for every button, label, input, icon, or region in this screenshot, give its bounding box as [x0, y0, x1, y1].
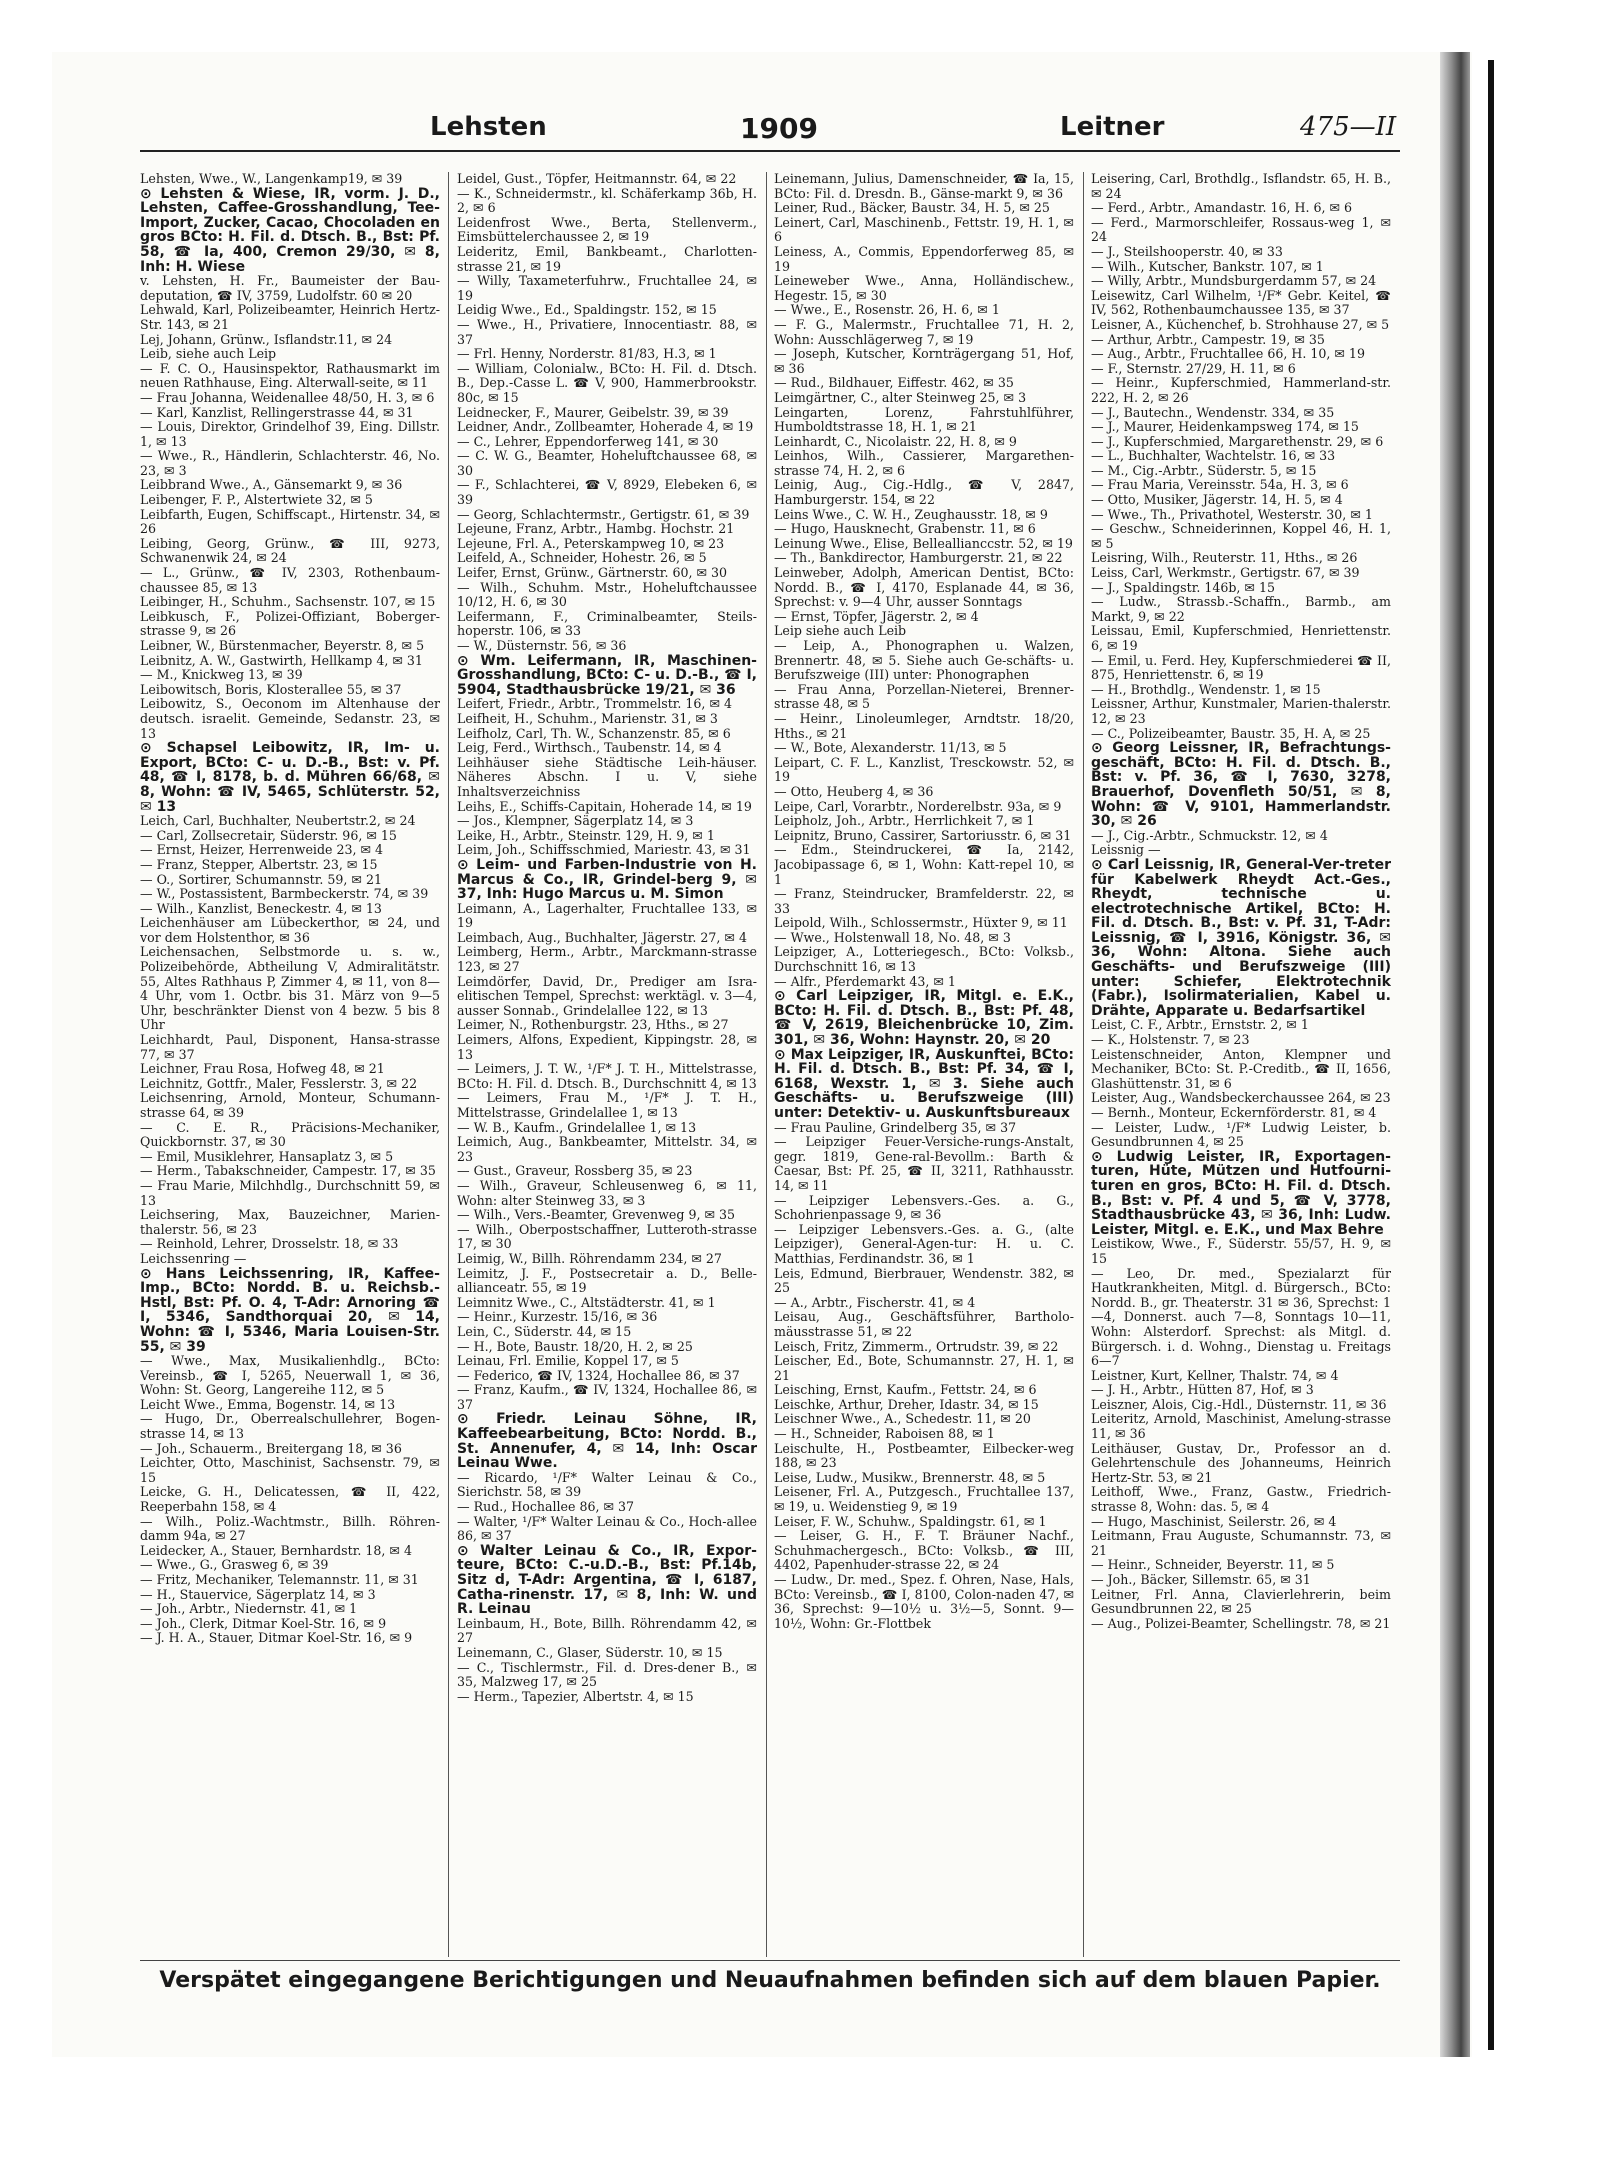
directory-entry: — F. C. O., Hausinspektor, Rathausmarkt im neuen Rathhause, Eing. Alterwall-seite, ✉ 11 [140, 360, 440, 391]
directory-entry: — K., Holstenstr. 7, ✉ 23 [1091, 1032, 1250, 1048]
footer-notice: Verspätet eingegangene Berichtigungen und Neuaufnahmen befinden sich auf dem blauen Papier. [159, 1968, 1381, 1993]
directory-entry: — Wilh., Schuhm. Mstr., Hoheluftchaussee 10/12, H. 6, ✉ 30 [457, 579, 757, 610]
directory-entry: Leimig, W., Billh. Röhrendamm 234, ✉ 27 [457, 1250, 722, 1266]
directory-entry: — Wilh., Poliz.-Wachtmstr., Billh. Röhren-damm 94a, ✉ 27 [140, 1513, 440, 1544]
directory-entry: — Frau Marie, Milchhdlg., Durchschnitt 59, ✉ 13 [140, 1177, 440, 1208]
page-header [140, 112, 1400, 152]
directory-entry: — A., Arbtr., Fischerstr. 41, ✉ 4 [774, 1294, 976, 1310]
directory-entry: — Heinr., Kurzestr. 15/16, ✉ 36 [457, 1309, 658, 1325]
directory-entry: — Joh., Clerk, Ditmar Koel-Str. 16, ✉ 9 [140, 1615, 387, 1631]
directory-entry: Leimberg, Herm., Arbtr., Marckmann-strasse 123, ✉ 27 [457, 944, 757, 975]
directory-entry: — Herm., Tapezier, Albertstr. 4, ✉ 15 [457, 1688, 694, 1704]
directory-entry: Leis, Edmund, Bierbrauer, Wendenstr. 382, ✉ 25 [774, 1265, 1074, 1296]
directory-entry: — H., Brothdlg., Wendenstr. 1, ✉ 15 [1091, 681, 1321, 697]
directory-entry: Lej, Johann, Grünw., Isflandstr.11, ✉ 24 [140, 331, 393, 347]
directory-entry: — Walter, ¹/F* Walter Leinau & Co., Hoch-allee 86, ✉ 37 [457, 1513, 757, 1544]
directory-entry: — Wwe., H., Privatiere, Innocentiastr. 88, ✉ 37 [457, 316, 757, 347]
directory-entry: — Emil, u. Ferd. Hey, Kupferschmiederei ☎ II, 875, Henriettenstr. 6, ✉ 19 [1091, 652, 1391, 683]
directory-entry: Leipart, C. F. L., Kanzlist, Tresckowstr. 52, ✉ 19 [774, 754, 1074, 785]
directory-entry: — Herm., Tabakschneider, Campestr. 17, ✉ 35 [140, 1163, 436, 1179]
directory-entry: — Wwe., E., Rosenstr. 26, H. 6, ✉ 1 [774, 302, 1000, 318]
directory-entry: Leinung Wwe., Elise, Belleallianccstr. 52, ✉ 19 [774, 535, 1073, 551]
directory-entry: Leichssenring — [140, 1250, 247, 1266]
directory-entry: Leinhos, Wilh., Cassierer, Margarethen-strasse 74, H. 2, ✉ 6 [774, 448, 1074, 478]
directory-entry: — W., Düsternstr. 56, ✉ 36 [457, 638, 627, 653]
directory-entry: Leiteritz, Arnold, Maschinist, Amelung-strasse 11, ✉ 36 [1091, 1411, 1391, 1442]
directory-entry: — Aug., Polizei-Beamter, Schellingstr. 78, ✉ 21 [1091, 1615, 1391, 1631]
directory-entry: Leihhäuser siehe Städtische Leih-häuser. Näheres Abschn. I u. V, siehe Inhaltsverzeichniss [457, 754, 757, 799]
directory-entry: ⊙ Wm. Leifermann, IR, Maschinen-Grosshandlung, BCto: C- u. D.-B., ☎ I, 5904, Stadthausbrücke 19/21, ✉ 36 [457, 652, 757, 698]
directory-entry: — Alfr., Pferdemarkt 43, ✉ 1 [774, 973, 956, 989]
directory-entry: Lejeune, Frl. A., Peterskampweg 10, ✉ 23 [457, 535, 725, 551]
directory-entry: — Ernst, Töpfer, Jägerstr. 2, ✉ 4 [774, 608, 979, 624]
directory-entry: — W. B., Kaufm., Grindelallee 1, ✉ 13 [457, 1119, 697, 1135]
directory-entry: Leinert, Carl, Maschinenb., Fettstr. 19, H. 1, ✉ 6 [774, 214, 1074, 245]
directory-entry: — Hugo, Maschinist, Seilerstr. 26, ✉ 4 [1091, 1513, 1337, 1529]
directory-entry: Leingarten, Lorenz, Fahrstuhlführer, Humboldtstrasse 18, H. 1, ✉ 21 [774, 404, 1074, 435]
column-2 [457, 172, 757, 1957]
directory-entry: Leimgärtner, C., alter Steinweg 25, ✉ 3 [774, 389, 1027, 405]
directory-entry: — Jos., Klempner, Sägerplatz 14, ✉ 3 [457, 813, 694, 829]
directory-entry: Leiss, Carl, Werkmstr., Gertigstr. 67, ✉ 39 [1091, 565, 1360, 581]
directory-entry: Leiser, F. W., Schuhw., Spaldingstr. 61, ✉ 1 [774, 1513, 1047, 1529]
directory-entry: Leipnitz, Bruno, Cassirer, Sartoriusstr. 6, ✉ 31 [774, 827, 1072, 843]
directory-entry: Leins Wwe., C. W. H., Zeughausstr. 18, ✉ 9 [774, 506, 1048, 522]
directory-entry: Leichensachen, Selbstmorde u. s. w., Polizeibehörde, Abtheilung V, Admiralitätstr. 55, Altes Rathhaus P, Zimmer 4, ✉ 11, von 8—4 Uhr, vom 1. Octbr. bis 31. März von 9—5 Uhr, beschränkter Dienst von 4 bezw. 5 bis 8 Uhr [140, 944, 440, 1033]
directory-entry: Leichenhäuser am Lübeckerthor, ✉ 24, und vor dem Holstenthor, ✉ 36 [140, 915, 440, 945]
directory-entry: — Heinr., Kupferschmied, Hammerland-str. 222, H. 2, ✉ 26 [1091, 375, 1391, 405]
directory-entry: — Federico, ☎ IV, 1324, Hochallee 86, ✉ 37 [457, 1367, 740, 1383]
directory-entry: ⊙ Lehsten & Wiese, IR, vorm. J. D., Lehsten, Caffee-Grosshandlung, Tee-Import, Zucker, Cacao, Chocoladen en gros BCto: H. Fil. d. Dtsch. B., Bst: Pf. 58, ☎ Ia, 400, Cremon 29/30, ✉ 8, Inh: H. Wiese [140, 185, 440, 275]
directory-entry: — M., Cig.-Arbtr., Süderstr. 5, ✉ 15 [1091, 462, 1317, 478]
directory-entry: Leifeld, A., Schneider, Hohestr. 26, ✉ 5 [457, 550, 707, 566]
directory-entry: Leifheit, H., Schuhm., Marienstr. 31, ✉ 3 [457, 710, 718, 726]
directory-entry: — Frau Maria, Vereinsstr. 54a, H. 3, ✉ 6 [1091, 477, 1349, 493]
directory-entry: — Wilh., Kanzlist, Beneckestr. 4, ✉ 13 [140, 900, 382, 916]
directory-entry: Lejeune, Franz, Arbtr., Hambg. Hochstr. 21 [457, 521, 735, 537]
directory-entry: — J., Spaldingstr. 146b, ✉ 15 [1091, 579, 1276, 595]
directory-entry: Leineweber Wwe., Anna, Holländischew., Hegestr. 15, ✉ 30 [774, 273, 1074, 303]
directory-entry: — J., Steilshooperstr. 40, ✉ 33 [1091, 243, 1283, 259]
directory-entry: Leich, Carl, Buchhalter, Neubertstr.2, ✉ 24 [140, 813, 416, 829]
directory-entry: — Reinhold, Lehrer, Drosselstr. 18, ✉ 33 [140, 1236, 399, 1252]
directory-entry: Leimitz, J. F., Postsecretair a. D., Belle-allianceatr. 55, ✉ 19 [457, 1265, 757, 1296]
directory-entry: Leidig Wwe., Ed., Spaldingstr. 152, ✉ 15 [457, 302, 717, 318]
directory-entry: Leidner, Andr., Zollbeamter, Hoherade 4, ✉ 19 [457, 419, 754, 435]
directory-entry: — H., Schneider, Raboisen 88, ✉ 1 [774, 1426, 995, 1442]
directory-entry: Leifholz, Carl, Th. W., Schanzenstr. 85, ✉ 6 [457, 725, 731, 741]
directory-entry: — Hugo, Hausknecht, Grabenstr. 11, ✉ 6 [774, 521, 1036, 537]
directory-entry: — Wwe., Max, Musikalienhdlg., BCto: Vereinsb., ☎ I, 5265, Neuerwall 1, ✉ 36, Wohn: St. Georg, Langereihe 112, ✉ 5 [140, 1353, 440, 1398]
directory-entry: Leifert, Friedr., Arbtr., Trommelstr. 16, ✉ 4 [457, 696, 733, 712]
directory-entry: Leimbach, Aug., Buchhalter, Jägerstr. 27, ✉ 4 [457, 929, 747, 945]
directory-entry: — Joh., Arbtr., Niedernstr. 41, ✉ 1 [140, 1601, 358, 1617]
directory-entry: Leinig, Aug., Cig.-Hdlg., ☎ V, 2847, Hamburgerstr. 154, ✉ 22 [774, 477, 1074, 508]
directory-entry: — Leiser, G. H., F. T. Bräuner Nachf., Schuhmachergesch., BCto: Volksb., ☎ III, 4402, Papenhuder-strasse 22, ✉ 24 [774, 1528, 1074, 1573]
directory-entry: Leidenfrost Wwe., Berta, Stellenverm., Eimsbüttelerchaussee 2, ✉ 19 [457, 214, 757, 245]
directory-entry: — C., Tischlermstr., Fil. d. Dres-dener B., ✉ 35, Malzweg 17, ✉ 25 [457, 1659, 757, 1690]
directory-entry: Leischer, Ed., Bote, Schumannstr. 27, H. 1, ✉ 21 [774, 1353, 1074, 1383]
directory-entry: — Th., Bankdirector, Hamburgerstr. 21, ✉ 22 [774, 550, 1063, 566]
footer-rule [140, 1960, 1400, 1961]
directory-entry: Leinhardt, C., Nicolaistr. 22, H. 8, ✉ 9 [774, 433, 1017, 449]
directory-entry: Leisner, A., Küchenchef, b. Strohhause 27, ✉ 5 [1091, 316, 1390, 332]
directory-entry: — Wilh., Graveur, Schleusenweg 6, ✉ 11, Wohn: alter Steinweg 33, ✉ 3 [457, 1177, 757, 1208]
directory-entry: — Frau Johanna, Weidenallee 48/50, H. 3, ✉ 6 [140, 389, 435, 405]
directory-entry: — Joh., Bäcker, Sillemstr. 65, ✉ 31 [1091, 1572, 1311, 1587]
header-year: 1909 [740, 112, 818, 145]
directory-entry: — Rud., Hochallee 86, ✉ 37 [457, 1499, 635, 1515]
directory-entry: — Joseph, Kutscher, Kornträgergang 51, Hof, ✉ 36 [774, 346, 1074, 376]
directory-entry: — L., Buchhalter, Wachtelstr. 16, ✉ 33 [1091, 448, 1336, 464]
directory-entry: — Wwe., G., Grasweg 6, ✉ 39 [140, 1557, 329, 1573]
header-first-entry: Lehsten [430, 112, 547, 142]
directory-entry: Leisener, Frl. A., Putzgesch., Fruchtallee 137, ✉ 19, u. Weidenstieg 9, ✉ 19 [774, 1484, 1074, 1515]
header-last-entry: Leitner [1060, 112, 1165, 142]
directory-entry: ⊙ Ludwig Leister, IR, Exportagen-turen, Hüte, Mützen und Hutfourni-turen en gros, BCto: H. Fil. d. Dtsch. B., Bst: v. Pf. 4 und 5, ☎ V, 3778, Stadthausbrücke 43, ✉ 36, Inh: Ludw. Leister, Mitgl. e. E.K., und Max Behre [1091, 1148, 1391, 1238]
directory-entry: — Ricardo, ¹/F* Walter Leinau & Co., Sierichstr. 58, ✉ 39 [457, 1469, 757, 1500]
directory-entry: Leichnitz, Gottfr., Maler, Fesslerstr. 3, ✉ 22 [140, 1075, 418, 1091]
directory-entry: — C. E. R., Präcisions-Mechaniker, Quickbornstr. 37, ✉ 30 [140, 1119, 440, 1150]
directory-entry: Leibner, W., Bürstenmacher, Beyerstr. 8, ✉ 5 [140, 638, 425, 653]
directory-entry: Leidnecker, F., Maurer, Geibelstr. 39, ✉ 39 [457, 404, 729, 420]
directory-entry: — Geschw., Schneiderinnen, Koppel 46, H. 1, ✉ 5 [1091, 521, 1391, 551]
directory-entry: Leister, Aug., Wandsbeckerchaussee 264, ✉ 23 [1091, 1090, 1391, 1106]
directory-entry: — Leimers, J. T. W., ¹/F* J. T. H., Mittelstrasse, BCto: H. Fil. d. Dtsch. B., Durchschnitt 4, ✉ 13 [457, 1061, 757, 1091]
directory-entry: Leiner, Rud., Bäcker, Baustr. 34, H. 5, ✉ 25 [774, 200, 1050, 216]
column-1 [140, 172, 440, 1957]
directory-entry: — Ludw., Strassb.-Schaffn., Barmb., am Markt, 9, ✉ 22 [1091, 594, 1391, 624]
directory-entry: Leipe, Carl, Vorarbtr., Norderelbstr. 93a, ✉ 9 [774, 798, 1062, 814]
directory-entry: Leistner, Kurt, Kellner, Thalstr. 74, ✉ 4 [1091, 1367, 1339, 1383]
directory-entry: Leisching, Ernst, Kaufm., Fettstr. 24, ✉ 6 [774, 1382, 1037, 1398]
directory-entry: Leimich, Aug., Bankbeamter, Mittelstr. 34, ✉ 23 [457, 1134, 757, 1164]
directory-entry: Leitner, Frl. Anna, Clavierlehrerin, beim Gesundbrunnen 22, ✉ 25 [1091, 1586, 1391, 1617]
directory-entry: Lehsten, Wwe., W., Langenkamp19, ✉ 39 [140, 172, 403, 186]
directory-entry: Leinweber, Adolph, American Dentist, BCto: Nordd. B., ☎ I, 4170, Esplanade 44, ✉ 36, Sprechst: v. 9—4 Uhr, ausser Sonntags [774, 565, 1074, 610]
binding-edge [1440, 52, 1470, 2057]
directory-entry: — Ferd., Arbtr., Amandastr. 16, H. 6, ✉ 6 [1091, 200, 1353, 216]
directory-entry: — Willy, Arbtr., Mundsburgerdamm 57, ✉ 24 [1091, 273, 1377, 289]
directory-entry: Leihs, E., Schiffs-Capitain, Hoherade 14, ✉ 19 [457, 798, 752, 814]
directory-entry: ⊙ Max Leipziger, IR, Auskunftei, BCto: H. Fil. d. Dtsch. B., Bst: Pf. 34, ☎ I, 6168, Wexstr. 1, ✉ 3. Siehe auch Geschäfts- u. Berufszweige (III) unter: Detektiv- u. Auskunftsbureaux [774, 1046, 1074, 1121]
column-3 [774, 172, 1074, 1957]
directory-entry: — Leipziger Lebensvers.-Ges. a. G., Schohrienpassage 9, ✉ 36 [774, 1192, 1074, 1223]
directory-entry: — Aug., Arbtr., Fruchtallee 66, H. 10, ✉ 19 [1091, 346, 1365, 362]
directory-entry: — Wwe., R., Händlerin, Schlachterstr. 46, No. 23, ✉ 3 [140, 448, 440, 478]
directory-entry: — Franz, Steindrucker, Bramfelderstr. 22, ✉ 33 [774, 886, 1074, 916]
directory-entry: Leipholz, Joh., Arbtr., Herrlichkeit 7, ✉ 1 [774, 813, 1035, 829]
directory-entry: — Leipziger Feuer-Versiche-rungs-Anstalt, gegr. 1819, Gene-ral-Bevollm.: Barth & Caesar, Bst: Pf. 25, ☎ II, 3211, Rathhausstr. 14, ✉ 11 [774, 1134, 1074, 1193]
directory-entry: Leibinger, H., Schuhm., Sachsenstr. 107, ✉ 15 [140, 594, 436, 610]
directory-entry: Leinbaum, H., Bote, Billh. Röhrendamm 42, ✉ 27 [457, 1615, 757, 1646]
directory-entry: Leicke, G. H., Delicatessen, ☎ II, 422, Reeperbahn 158, ✉ 4 [140, 1484, 440, 1515]
directory-entry: — Leip, A., Phonographen u. Walzen, Brennertr. 48, ✉ 5. Siehe auch Ge-schäfts- u. Berufszweige (III) unter: Phonographen [774, 638, 1074, 683]
directory-entry: Leifermann, F., Criminalbeamter, Steils-hoperstr. 106, ✉ 33 [457, 608, 757, 639]
directory-entry: — Rud., Bildhauer, Eiffestr. 462, ✉ 35 [774, 375, 1014, 391]
directory-entry: Leibkusch, F., Polizei-Offiziant, Boberger-strasse 9, ✉ 26 [140, 608, 440, 639]
directory-entry: — Ludw., Dr. med., Spez. f. Ohren, Nase, Hals, BCto: Vereinsb., ☎ I, 8100, Colon-naden 47, ✉ 36, Sprechst: 9—10½ u. 3½—5, Sonnt. 9—10½, Wohn: Gr.-Flottbek [774, 1572, 1074, 1631]
directory-entry: Leisewitz, Carl Wilhelm, ¹/F* Gebr. Keitel, ☎ IV, 562, Rothenbaumchaussee 135, ✉ 37 [1091, 287, 1391, 318]
directory-entry: Leike, H., Arbtr., Steinstr. 129, H. 9, ✉ 1 [457, 827, 715, 843]
directory-entry: Leisau, Aug., Geschäftsführer, Bartholo-mäusstrasse 51, ✉ 22 [774, 1309, 1074, 1339]
directory-entry: Leithoff, Wwe., Franz, Gastw., Friedrich-strasse 8, Wohn: das. 5, ✉ 4 [1091, 1484, 1391, 1515]
directory-entry: ⊙ Schapsel Leibowitz, IR, Im- u. Export, BCto: C- u. D.-B., Bst: v. Pf. 48, ☎ I, 8178, b. d. Mühren 66/68, ✉ 8, Wohn: ☎ IV, 5465, Schlüterstr. 52, ✉ 13 [140, 740, 440, 815]
directory-entry: — J., Bautechn., Wendenstr. 334, ✉ 35 [1091, 404, 1335, 420]
directory-entry: Leipziger, A., Lotteriegesch., BCto: Volksb., Durchschnitt 16, ✉ 13 [774, 944, 1074, 975]
directory-entry: Leithäuser, Gustav, Dr., Professor an d. Gelehrtenschule des Johanneums, Heinrich Hertz-Str. 53, ✉ 21 [1091, 1440, 1391, 1485]
directory-entry: Leimnitz Wwe., C., Altstädterstr. 41, ✉ 1 [457, 1294, 716, 1310]
directory-entry: — Frau Pauline, Grindelberg 35, ✉ 37 [774, 1119, 1017, 1135]
directory-entry: Leimer, N., Rothenburgstr. 23, Hths., ✉ 27 [457, 1017, 729, 1033]
directory-entry: Leimers, Alfons, Expedient, Kippingstr. 28, ✉ 13 [457, 1032, 757, 1062]
directory-entry: Leim, Joh., Schiffsschmied, Mariestr. 43, ✉ 31 [457, 842, 751, 858]
directory-entry: — Wilh., Oberpostschaffner, Lutteroth-strasse 17, ✉ 30 [457, 1221, 757, 1252]
directory-entry: — William, Colonialw., BCto: H. Fil. d. Dtsch. B., Dep.-Casse L. ☎ V, 900, Hammerbrookstr. 80c, ✉ 15 [457, 360, 757, 405]
directory-entry: Leisering, Carl, Brothdlg., Isflandstr. 65, H. B., ✉ 24 [1091, 172, 1391, 201]
directory-entry: v. Lehsten, H. Fr., Baumeister der Bau-deputation, ☎ IV, 3759, Ludolfstr. 60 ✉ 20 [140, 273, 440, 303]
directory-entry: — F., Sternstr. 27/29, H. 11, ✉ 6 [1091, 360, 1296, 376]
directory-entry: Leibbrand Wwe., A., Gänsemarkt 9, ✉ 36 [140, 477, 403, 493]
directory-entry: Leibing, Georg, Grünw., ☎ III, 9273, Schwanenwik 24, ✉ 24 [140, 535, 440, 566]
directory-entry: Leinau, Frl. Emilie, Koppel 17, ✉ 5 [457, 1353, 679, 1369]
directory-entry: Leib, siehe auch Leip [140, 346, 277, 362]
directory-entry: Leiszner, Alois, Cig.-Hdl., Düsternstr. 11, ✉ 36 [1091, 1396, 1387, 1412]
directory-entry: — Georg, Schlachtermstr., Gertigstr. 61, ✉ 39 [457, 506, 750, 522]
directory-entry: Leimann, A., Lagerhalter, Fruchtallee 133, ✉ 19 [457, 900, 757, 931]
directory-entry: — H., Stauervice, Sägerplatz 14, ✉ 3 [140, 1586, 376, 1602]
directory-entry: Leifer, Ernst, Grünw., Gärtnerstr. 60, ✉ 30 [457, 565, 728, 581]
directory-entry: — Karl, Kanzlist, Rellingerstrasse 44, ✉ 31 [140, 404, 414, 420]
directory-entry: — O., Sortirer, Schumannstr. 59, ✉ 21 [140, 871, 382, 887]
directory-entry: Leibfarth, Eugen, Schiffscapt., Hirtenstr. 34, ✉ 26 [140, 506, 440, 537]
directory-columns [140, 172, 1400, 1957]
directory-entry: — Ferd., Marmorschleifer, Rossaus-weg 1, ✉ 24 [1091, 214, 1391, 245]
directory-entry: — Wwe., Th., Privathotel, Westerstr. 30, ✉ 1 [1091, 506, 1373, 522]
directory-entry: — Franz, Kaufm., ☎ IV, 1324, Hochallee 86, ✉ 37 [457, 1382, 757, 1412]
directory-entry: — W., Bote, Alexanderstr. 11/13, ✉ 5 [774, 740, 1007, 756]
directory-entry: Leichsering, Max, Bauzeichner, Marien-thalerstr. 56, ✉ 23 [140, 1207, 440, 1237]
directory-entry: — L., Grünw., ☎ IV, 2303, Rothenbaum-chaussee 85, ✉ 13 [140, 565, 440, 595]
directory-entry: — Heinr., Linoleumleger, Arndtstr. 18/20, Hths., ✉ 21 [774, 710, 1074, 741]
directory-entry: — Leimers, Frau M., ¹/F* J. T. H., Mittelstrasse, Grindelallee 1, ✉ 13 [457, 1090, 757, 1120]
directory-entry: ⊙ Carl Leipziger, IR, Mitgl. e. E.K., BCto: H. Fil. d. Dtsch. B., Bst: Pf. 48, ☎ V, 2619, Bleichenbrücke 10, Zim. 301, ✉ 36, Wohn: Haynstr. 20, ✉ 20 [774, 988, 1074, 1049]
directory-entry: Leibowitz, S., Oeconom im Altenhause der deutsch. israelit. Gemeinde, Sedanstr. 23, ✉ 13 [140, 696, 440, 741]
directory-entry: Leisring, Wilh., Reuterstr. 11, Hths., ✉ 26 [1091, 550, 1358, 566]
directory-entry: — Wilh., Vers.-Beamter, Grevenweg 9, ✉ 35 [457, 1207, 736, 1223]
directory-entry: Leissnig — [1091, 842, 1161, 858]
directory-entry: — Wwe., Holstenwall 18, No. 48, ✉ 3 [774, 929, 1011, 945]
directory-entry: — Leo, Dr. med., Spezialarzt für Hautkrankheiten, Mitgl. d. Bürgersch., BCto: Nordd. B., gr. Theaterstr. 31 ✉ 36, Sprechst: 1—4, Donnerst. auch 7—8, Sonntags 10—11, Wohn: Alsterdorf. Sprechst: als Mitgl. d. Bürgersch. i. d. Wohng., Dienstag u. Freitags 6—7 [1091, 1265, 1391, 1369]
page-number: 475—II [1300, 112, 1397, 142]
directory-entry: — Joh., Schauerm., Breitergang 18, ✉ 36 [140, 1440, 402, 1456]
directory-entry: Leimdörfer, David, Dr., Prediger am Isra-elitischen Tempel, Sprechst: werktägl. v. 3—4, ausser Sonnab., Grindelallee 122, ✉ 13 [457, 973, 757, 1018]
directory-entry: — Franz, Stepper, Albertstr. 23, ✉ 15 [140, 856, 378, 872]
directory-entry: — Frau Anna, Porzellan-Nieterei, Brenner-strasse 48, ✉ 5 [774, 681, 1074, 712]
directory-entry: — J. H. A., Stauer, Ditmar Koel-Str. 16, ✉ 9 [140, 1630, 413, 1646]
directory-entry: — Hugo, Dr., Oberrealschullehrer, Bogen-strasse 14, ✉ 13 [140, 1411, 440, 1442]
directory-entry: Leideritz, Emil, Bankbeamt., Charlotten-strasse 21, ✉ 19 [457, 243, 757, 274]
directory-entry: Leischke, Arthur, Dreher, Idastr. 34, ✉ 15 [774, 1396, 1039, 1412]
directory-entry: Leischner Wwe., A., Schedestr. 11, ✉ 20 [774, 1411, 1031, 1427]
directory-entry: Leinemann, Julius, Damenschneider, ☎ Ia, 15, BCto: Fil. d. Dresdn. B., Gänse-markt 9, ✉ 36 [774, 172, 1074, 201]
directory-entry: — F., Schlachterei, ☎ V, 8929, Elebeken 6, ✉ 39 [457, 477, 757, 508]
directory-entry: — K., Schneidermstr., kl. Schäferkamp 36b, H. 2, ✉ 6 [457, 185, 757, 216]
directory-entry: Leissner, Arthur, Kunstmaler, Marien-thalerstr. 12, ✉ 23 [1091, 696, 1391, 726]
directory-entry: Leig, Ferd., Wirthsch., Taubenstr. 14, ✉ 4 [457, 740, 722, 756]
directory-entry: Leissau, Emil, Kupferschmied, Henriettenstr. 6, ✉ 19 [1091, 623, 1391, 653]
directory-entry: — W., Postassistent, Barmbeckerstr. 74, ✉ 39 [140, 886, 429, 902]
column-4 [1091, 172, 1391, 1957]
directory-entry: Leistenschneider, Anton, Klempner und Mechaniker, BCto: St. P.-Creditb., ☎ II, 1656, Glashüttenstr. 31, ✉ 6 [1091, 1046, 1391, 1091]
directory-entry: Leichter, Otto, Maschinist, Sachsenstr. 79, ✉ 15 [140, 1455, 440, 1485]
directory-entry: — J., Maurer, Heidenkampsweg 174, ✉ 15 [1091, 419, 1359, 435]
directory-entry: ⊙ Leim- und Farben-Industrie von H. Marcus & Co., IR, Grindel-berg 9, ✉ 37, Inh: Hugo Marcus u. M. Simon [457, 856, 757, 903]
directory-entry: — Gust., Graveur, Rossberg 35, ✉ 23 [457, 1163, 693, 1179]
directory-entry: — J., Cig.-Arbtr., Schmuckstr. 12, ✉ 4 [1091, 827, 1328, 843]
directory-entry: — Leipziger Lebensvers.-Ges. a. G., (alte Leipziger), General-Agen-tur: H. u. C. Matthias, Ferdinandstr. 36, ✉ 1 [774, 1221, 1074, 1266]
directory-entry: Lehwald, Karl, Polizeibeamter, Heinrich Hertz-Str. 143, ✉ 21 [140, 302, 440, 332]
directory-entry: Leistikow, Wwe., F., Süderstr. 55/57, H. 9, ✉ 15 [1091, 1236, 1391, 1266]
directory-entry: Leicht Wwe., Emma, Bogenstr. 14, ✉ 13 [140, 1396, 396, 1412]
directory-entry: — J. H., Arbtr., Hütten 87, Hof, ✉ 3 [1091, 1382, 1314, 1398]
directory-entry: Leiness, A., Commis, Eppendorferweg 85, ✉ 19 [774, 243, 1074, 274]
directory-entry: — Otto, Musiker, Jägerstr. 14, H. 5, ✉ 4 [1091, 492, 1343, 508]
directory-entry: ⊙ Carl Leissnig, IR, General-Ver-treter für Kabelwerk Rheydt Act.-Ges., Rheydt, technische u. electrotechnische Artikel, BCto: H. Fil. d. Dtsch. B., Bst: v. Pf. 31, T-Adr: Leissnig, ☎ I, 3916, Königstr. 36, ✉ 36, Wohn: Altona. Siehe auch Geschäfts- und Berufszweige (III) unter: Schiefer, Elektrotechnik (Fabr.), Isolirmaterialien, Kabel u. Drähte, Apparate u. Bedarfsartikel [1091, 856, 1391, 1019]
directory-entry: Leitmann, Frau Auguste, Schumannstr. 73, ✉ 21 [1091, 1528, 1391, 1558]
directory-entry: — C., Polizeibeamter, Baustr. 35, H. A, ✉ 25 [1091, 725, 1371, 741]
directory-entry: Leischulte, H., Postbeamter, Eilbecker-weg 188, ✉ 23 [774, 1440, 1074, 1471]
directory-entry: — Bernh., Monteur, Eckernförderstr. 81, ✉ 4 [1091, 1105, 1377, 1120]
directory-entry: Leichner, Frau Rosa, Hofweg 48, ✉ 21 [140, 1061, 385, 1077]
directory-entry: Leichsenring, Arnold, Monteur, Schumann-strasse 64, ✉ 39 [140, 1090, 440, 1120]
page-border [1488, 60, 1494, 2050]
directory-entry: Leip siehe auch Leib [774, 623, 907, 639]
directory-entry: — M., Knickweg 13, ✉ 39 [140, 667, 303, 683]
directory-entry: Leibowitsch, Boris, Klosterallee 55, ✉ 37 [140, 681, 402, 697]
directory-entry: — Willy, Taxameterfuhrw., Fruchtallee 24, ✉ 19 [457, 273, 757, 303]
directory-entry: — Otto, Heuberg 4, ✉ 36 [774, 783, 934, 799]
directory-entry: ⊙ Friedr. Leinau Söhne, IR, Kaffeebearbeitung, BCto: Nordd. B., St. Annenufer, 4, ✉ 14, Inh: Oscar Leinau Wwe. [457, 1411, 757, 1472]
directory-entry: ⊙ Georg Leissner, IR, Befrachtungs-geschäft, BCto: H. Fil. d. Dtsch. B., Bst: v. Pf. 36, ☎ I, 7630, 3278, Brauerhof, Dovenfleth 50/51, ✉ 8, Wohn: ☎ V, 9101, Hammerlandstr. 30, ✉ 26 [1091, 740, 1391, 830]
directory-entry: — Edm., Steindruckerei, ☎ Ia, 2142, Jacobipassage 6, ✉ 1, Wohn: Katt-repel 10, ✉ 1 [774, 842, 1074, 887]
directory-entry: — Fritz, Mechaniker, Telemannstr. 11, ✉ 31 [140, 1572, 419, 1587]
directory-entry: — J., Kupferschmied, Margarethenstr. 29, ✉ 6 [1091, 433, 1384, 449]
directory-entry: — Arthur, Arbtr., Campestr. 19, ✉ 35 [1091, 331, 1325, 347]
header-rule [140, 150, 1400, 152]
directory-entry: Leidel, Gust., Töpfer, Heitmannstr. 64, ✉ 22 [457, 172, 737, 186]
directory-entry: — C. W. G., Beamter, Hoheluftchaussee 68, ✉ 30 [457, 448, 757, 478]
directory-entry: — Carl, Zollsecretair, Süderstr. 96, ✉ 15 [140, 827, 397, 843]
directory-entry: — Frl. Henny, Norderstr. 81/83, H.3, ✉ 1 [457, 346, 717, 362]
directory-entry: Leipold, Wilh., Schlossermstr., Hüxter 9, ✉ 11 [774, 915, 1068, 931]
directory-entry: Lein, C., Süderstr. 44, ✉ 15 [457, 1323, 632, 1339]
directory-entry: — Heinr., Schneider, Beyerstr. 11, ✉ 5 [1091, 1557, 1335, 1573]
directory-entry: — Louis, Direktor, Grindelhof 39, Eing. Dillstr. 1, ✉ 13 [140, 419, 440, 449]
directory-entry: — Wilh., Kutscher, Bankstr. 107, ✉ 1 [1091, 258, 1324, 274]
directory-entry: — F. G., Malermstr., Fruchtallee 71, H. 2, Wohn: Ausschlägerweg 7, ✉ 19 [774, 316, 1074, 347]
directory-entry: ⊙ Hans Leichssenring, IR, Kaffee-Imp., BCto: Nordd. B. u. Reichsb.-Hstl, Bst: Pf. O. 4, T-Adr: Arnoring ☎ I, 5346, Sandthorquai 20, ✉ 14, Wohn: ☎ I, 5346, Maria Louisen-Str. 55, ✉ 39 [140, 1265, 440, 1355]
directory-entry: — Ernst, Heizer, Herrenweide 23, ✉ 4 [140, 842, 384, 858]
directory-entry: Leibenger, F. P., Alstertwiete 32, ✉ 5 [140, 492, 373, 508]
directory-entry: Leist, C. F., Arbtr., Ernststr. 2, ✉ 1 [1091, 1017, 1309, 1033]
directory-entry: Leichhardt, Paul, Disponent, Hansa-strasse 77, ✉ 37 [140, 1032, 440, 1062]
directory-entry: Leisch, Fritz, Zimmerm., Ortrudstr. 39, ✉ 22 [774, 1338, 1059, 1354]
directory-entry: ⊙ Walter Leinau & Co., IR, Expor-teure, BCto: C.-u.D.-B., Bst: Pf.14b, Sitz d, T-Adr: Argentina, ☎ I, 6187, Catha-rinenstr. 17, ✉ 8, Inh: W. und R. Leinau [457, 1542, 757, 1618]
directory-entry: — H., Bote, Baustr. 18/20, H. 2, ✉ 25 [457, 1338, 693, 1354]
directory-entry: Leinemann, C., Glaser, Süderstr. 10, ✉ 15 [457, 1644, 723, 1660]
directory-entry: — Emil, Musiklehrer, Hansaplatz 3, ✉ 5 [140, 1148, 394, 1164]
directory-entry: — C., Lehrer, Eppendorferweg 141, ✉ 30 [457, 433, 719, 449]
directory-entry: Leidecker, A., Stauer, Bernhardstr. 18, ✉ 4 [140, 1542, 412, 1558]
directory-entry: Leibnitz, A. W., Gastwirth, Hellkamp 4, ✉ 31 [140, 652, 423, 668]
directory-entry: — Leister, Ludw., ¹/F* Ludwig Leister, b. Gesundbrunnen 4, ✉ 25 [1091, 1119, 1391, 1150]
directory-entry: Leise, Ludw., Musikw., Brennerstr. 48, ✉ 5 [774, 1469, 1046, 1485]
